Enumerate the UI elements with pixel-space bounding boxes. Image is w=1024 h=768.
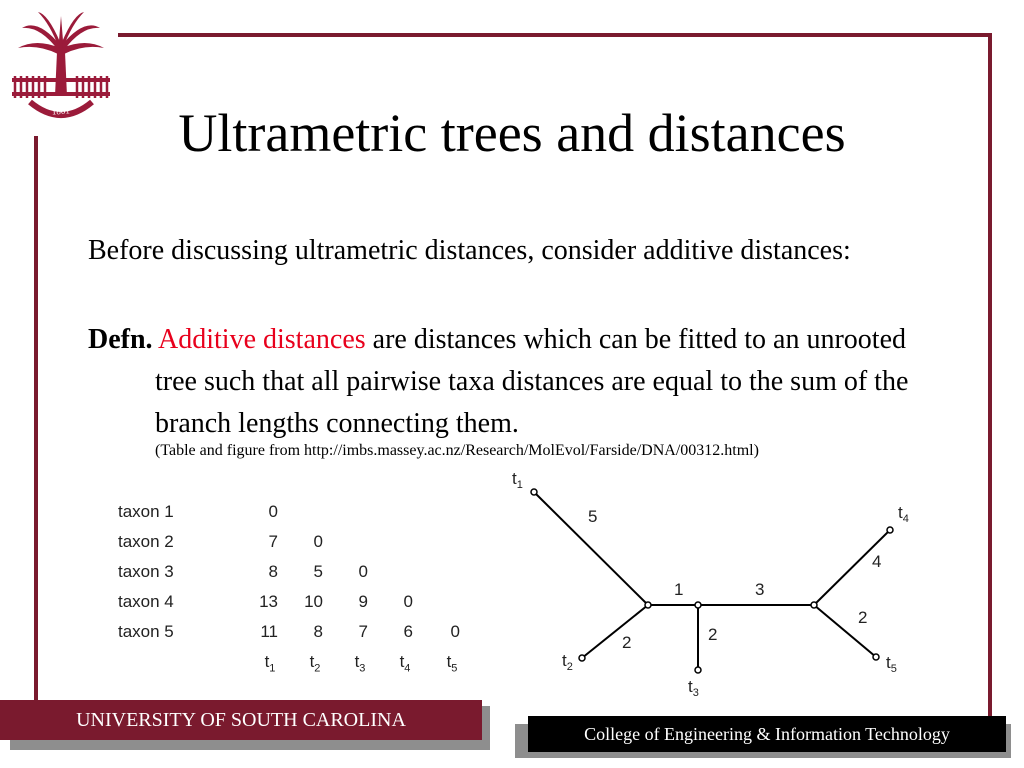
table-column-label: $t_5$ bbox=[446, 652, 458, 675]
definition-highlight: Additive distances bbox=[158, 324, 366, 355]
leaf-label: $t_4$ bbox=[898, 503, 909, 525]
tree-branch bbox=[582, 605, 648, 658]
intro-paragraph: Before discussing ultrametric distances, consider additive distances: bbox=[88, 235, 851, 266]
tree-node bbox=[887, 527, 893, 533]
table-row-label: taxon 5 bbox=[118, 622, 174, 641]
table-row-label: taxon 4 bbox=[118, 592, 174, 611]
tree-node bbox=[695, 667, 701, 673]
table-cell: 13 bbox=[259, 592, 278, 611]
leaf-label: $t_5$ bbox=[886, 653, 897, 675]
tree-node bbox=[531, 489, 537, 495]
leaf-label: $t_3$ bbox=[688, 677, 699, 699]
table-cell: 0 bbox=[358, 562, 368, 581]
table-column-label: $t_2$ bbox=[309, 652, 321, 675]
table-cell: 6 bbox=[403, 622, 413, 641]
table-cell: 10 bbox=[304, 592, 323, 611]
table-cell: 8 bbox=[313, 622, 323, 641]
branch-length-label: 2 bbox=[858, 608, 868, 627]
footer-college-name: College of Engineering & Information Technology bbox=[528, 716, 1006, 752]
tree-node bbox=[811, 602, 817, 608]
tree-node bbox=[873, 654, 879, 660]
tree-node bbox=[579, 655, 585, 661]
branch-length-label: 1 bbox=[674, 580, 684, 599]
table-column-label: $t_3$ bbox=[354, 652, 366, 675]
frame-top-border bbox=[118, 33, 990, 37]
definition-term: Defn. bbox=[88, 324, 153, 355]
table-cell: 5 bbox=[313, 562, 323, 581]
tree-node bbox=[645, 602, 651, 608]
unrooted-tree-figure bbox=[500, 460, 930, 700]
leaf-label: $t_1$ bbox=[512, 469, 523, 491]
distance-table bbox=[118, 502, 478, 682]
branch-length-label: 3 bbox=[755, 580, 765, 599]
branch-length-label: 2 bbox=[622, 633, 632, 652]
branch-length-label: 5 bbox=[588, 507, 598, 526]
leaf-label: $t_2$ bbox=[562, 651, 573, 673]
slide-title: Ultrametric trees and distances bbox=[178, 103, 846, 163]
table-cell: 7 bbox=[358, 622, 368, 641]
branch-length-label: 2 bbox=[708, 625, 718, 644]
table-cell: 7 bbox=[268, 532, 278, 551]
table-row-label: taxon 3 bbox=[118, 562, 174, 581]
table-cell: 0 bbox=[450, 622, 460, 641]
definition-paragraph bbox=[88, 319, 948, 445]
table-cell: 9 bbox=[358, 592, 368, 611]
table-row-label: taxon 2 bbox=[118, 532, 174, 551]
table-cell: 0 bbox=[313, 532, 323, 551]
table-column-label: $t_4$ bbox=[399, 652, 411, 675]
footer-university-name: UNIVERSITY OF SOUTH CAROLINA bbox=[0, 700, 482, 740]
tree-node bbox=[695, 602, 701, 608]
source-citation: (Table and figure from http://imbs.massey.ac.nz/Research/MolEvol/Farside/DNA/00312.html) bbox=[155, 442, 759, 459]
table-cell: 8 bbox=[268, 562, 278, 581]
table-row-label: taxon 1 bbox=[118, 502, 174, 521]
branch-length-label: 4 bbox=[872, 552, 882, 571]
table-cell: 0 bbox=[268, 502, 278, 521]
definition-text: are distances which can be fitted to an unrooted tree such that all pairwise taxa distances are equal to the sum of the branch lengths connecting them. bbox=[155, 324, 909, 439]
frame-left-border bbox=[34, 136, 38, 702]
table-cell: 11 bbox=[260, 622, 278, 641]
logo-year: 1801 bbox=[51, 105, 71, 117]
table-column-label: $t_1$ bbox=[264, 652, 276, 675]
table-cell: 0 bbox=[403, 592, 413, 611]
